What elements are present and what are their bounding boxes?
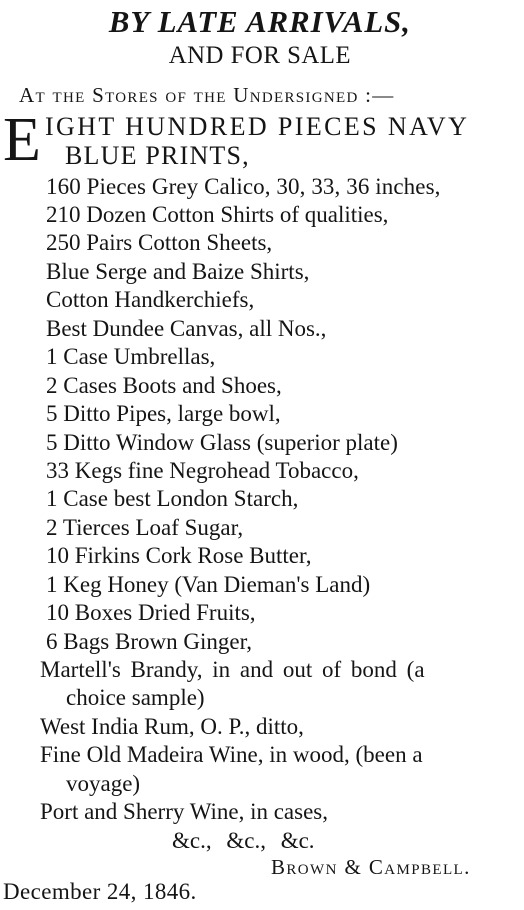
list-item: Port and Sherry Wine, in cases,	[40, 799, 329, 824]
list-item-etc: &c., &c., &c.	[172, 828, 315, 853]
lead-line-2: BLUE PRINTS,	[65, 141, 250, 170]
list-item: Martell's Brandy, in and out of bond (a	[40, 657, 425, 682]
list-item: 1 Case Umbrellas,	[46, 344, 216, 369]
list-item: 10 Boxes Dried Fruits,	[46, 600, 256, 625]
list-item: 10 Firkins Cork Rose Butter,	[46, 543, 312, 568]
list-item: 2 Cases Boots and Shoes,	[46, 373, 282, 398]
ad-title: BY LATE ARRIVALS,	[108, 4, 411, 39]
list-item: 250 Pairs Cotton Sheets,	[46, 230, 273, 255]
list-item: Blue Serge and Baize Shirts,	[46, 259, 310, 284]
list-item: 6 Bags Brown Ginger,	[46, 629, 253, 654]
list-item-continuation: choice sample)	[66, 685, 205, 710]
list-item: 1 Case best London Starch,	[46, 486, 299, 511]
list-item: Best Dundee Canvas, all Nos.,	[46, 316, 327, 341]
list-item: 1 Keg Honey (Van Dieman's Land)	[46, 572, 371, 597]
list-item: Fine Old Madeira Wine, in wood, (been a	[40, 742, 423, 767]
signature: Brown & Campbell.	[271, 855, 471, 879]
list-item: 2 Tierces Loaf Sugar,	[46, 515, 244, 540]
list-item: 210 Dozen Cotton Shirts of qualities,	[46, 202, 389, 227]
ad-date: December 24, 1846.	[3, 879, 197, 904]
list-item: 5 Ditto Window Glass (superior plate)	[46, 430, 398, 455]
list-item: 5 Ditto Pipes, large bowl,	[46, 401, 281, 426]
ad-subtitle: AND FOR SALE	[168, 42, 352, 69]
drop-cap: E	[3, 106, 41, 174]
list-item: Cotton Handkerchiefs,	[46, 287, 255, 312]
list-item: West India Rum, O. P., ditto,	[40, 714, 304, 739]
list-item-continuation: voyage)	[66, 771, 141, 796]
lead-line-1: IGHT HUNDRED PIECES NAVY	[45, 112, 470, 141]
stores-line: At the Stores of the Undersigned :—	[19, 83, 395, 107]
list-item: 160 Pieces Grey Calico, 30, 33, 36 inches,	[46, 174, 441, 199]
list-item: 33 Kegs fine Negrohead Tobacco,	[46, 458, 359, 483]
